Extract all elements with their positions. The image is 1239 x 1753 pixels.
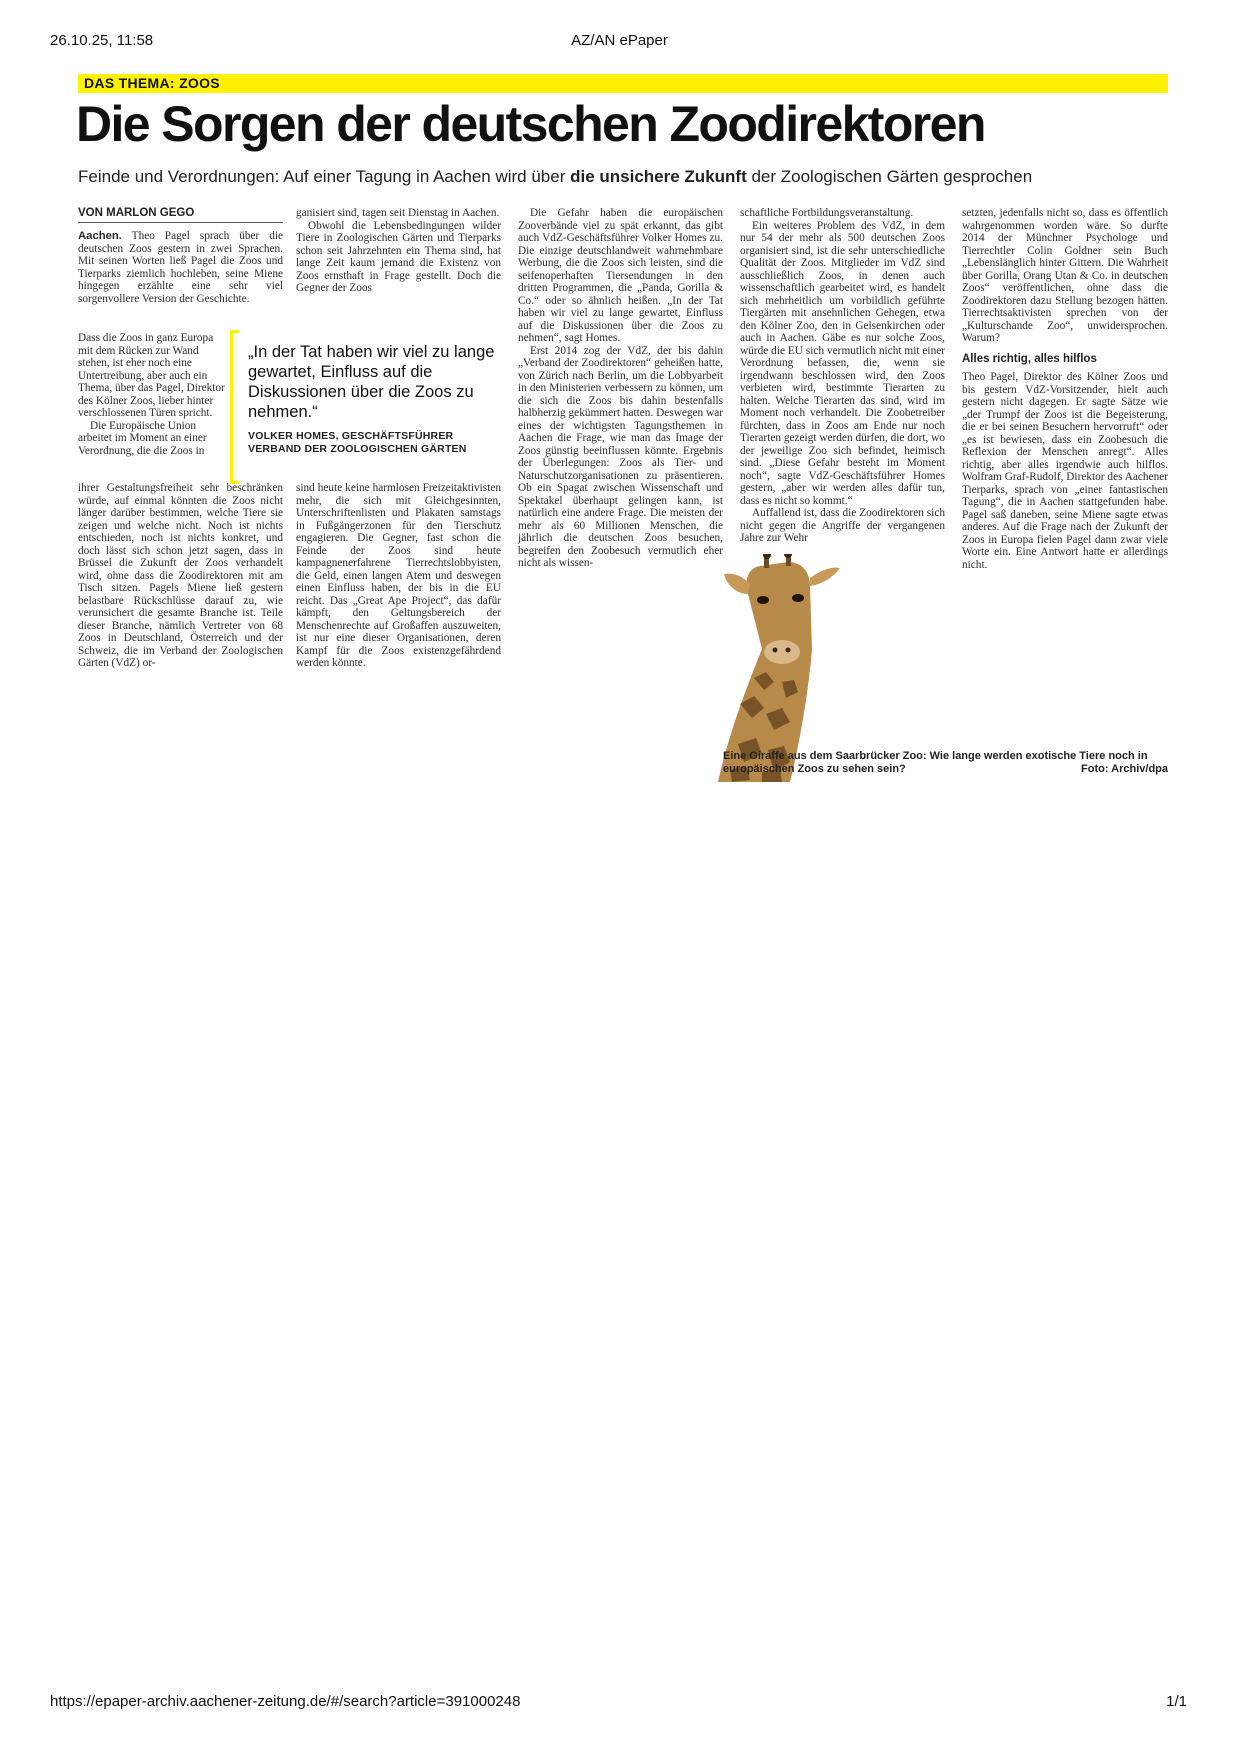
pullquote-author: VOLKER HOMES, GESCHÄFTSFÜHRER VERBAND DER ZOOLOGISCHEN GÄRTEN	[248, 430, 467, 455]
subhead-bold: die unsichere Zukunft	[570, 167, 747, 186]
paragraph: Ein weiteres Problem des VdZ, in dem nur 54 der mehr als 500 deutschen Zoos organisiert sind, ist die sehr unterschiedliche Qualität der Zoos. Mitglieder im VdZ sind ausschließlich Zoos, in denen auch wissenschaftlich gearbeitet wird, es handelt sich mehrheitlich um vorbildlich geführte Tiergärten mit ansehnlichen Gehegen, etwa den Kölner Zoo, den in Gelsenkirchen oder auch in Aachen. Gäbe es nur solche Zoos, würde die EU sich vermutlich nicht mit einer Verordnung befassen, die, wenn sie irgendwann beschlossen wird, den Zoos verbieten wird, bestimmte Tierarten zu halten. Welche Tierarten das sind, wird im Moment noch verhandelt. Die Zoobetreiber fürchten, dass in Zoos am Ende nur noch Tierarten gezeigt werden dürfen, die dort, wo der jeweilige Zoo sich befindet, heimisch sind. „Diese Gefahr besteht im Moment noch“, sagte VdZ-Geschäftsführer Homes gestern, „aber wir werden alles dafür tun, dass es nicht so kommt.“	[740, 219, 945, 507]
pullquote-bracket	[230, 330, 239, 484]
paragraph-text: Theo Pagel sprach über die deutschen Zoos gestern in zwei Sprachen. Mit seinen Worten ließ Pagel die Zoos und Tierparks ziemlich hochleben, seine Miene hingegen erzählte eine sehr viel sorgenvollere Version der Geschichte.	[78, 230, 283, 305]
column-1-narrow	[78, 332, 226, 482]
article-headline: Die Sorgen der deutschen Zoodirektoren	[76, 96, 985, 152]
print-header-date: 26.10.25, 11:58	[50, 32, 154, 49]
photo-credit: Foto: Archiv/dpa	[1081, 763, 1168, 775]
column-2-bottom	[296, 482, 501, 782]
print-footer-page: 1/1	[1166, 1693, 1187, 1710]
pullquote-text: „In der Tat haben wir viel zu lange gewartet, Einfluss auf die Diskussionen über die Zoos zu nehmen.“	[248, 343, 495, 421]
paragraph: Die Gefahr haben die europäischen Zooverbände viel zu spät erkannt, das gibt auch VdZ-Geschäftsführer Volker Homes zu. Die einzige deutschlandweit wahrnehmbare Werbung, die die Zoos sich leisten, sind die seifenoperhaften Tiersendungen in den dritten Programmen, die „Panda, Gorilla & Co.“ oder so ähnlich heißen. „In der Tat haben wir viel zu lange gewartet, Einfluss auf die Diskussionen über die Zoos zu nehmen“, sagt Homes.	[518, 207, 723, 344]
paragraph: ihrer Gestaltungsfreiheit sehr beschränken würde, auf einmal könnten die Zoos nicht länger darüber bestimmen, welche Tiere sie zeigen und welche nicht. Noch ist nichts entschieden, noch ist nichts konkret, und doch lässt sich schon jetzt sagen, dass in Brüssel die Zukunft der Zoos verhandelt wird, ohne dass die Zoodirektoren mit am Tisch sitzen. Pagels Miene ließ gestern belastbare Rückschlüsse darauf zu, wie verunsichert die gesamte Branche ist. Teile dieser Branche, nämlich Vertreter von 68 Zoos in Deutschland, Österreich und der Schweiz, die im Verband der Zoologischen Gärten (VdZ) or-	[78, 482, 283, 669]
kicker-label: DAS THEMA: ZOOS	[84, 75, 220, 91]
print-header-title: AZ/AN ePaper	[571, 32, 668, 49]
paragraph: Auffallend ist, dass die Zoodirektoren sich nicht gegen die Angriffe der vergangenen Jahre zur Wehr	[740, 507, 945, 544]
paragraph: Erst 2014 zog der VdZ, der bis dahin „Verband der Zoodirektoren“ geheißen hatte, von Zürich nach Berlin, um die Lobbyarbeit in den Ministerien verbessern zu können, um die sich die Zoos bis dahin bestenfalls halbherzig gekümmert hatten. Deswegen war eines der wichtigsten Tagungsthemen in Aachen die Frage, wie man das Image der Zoos günstig beeinflussen könnte. Ergebnis der Überlegungen: Zoos als Tier- und Naturschutzorganisationen zu präsentieren. Ob ein Spagat zwischen Wissenschaft und Spektakel überhaupt gelingen kann, ist natürlich eine andere Frage. Die meisten der mehr als 60 Millionen Menschen, die jährlich die deutschen Zoos besuchen, begreifen den Zoobesuch vermutlich eher nicht als wissen-	[518, 344, 723, 569]
paragraph: ganisiert sind, tagen seit Dienstag in Aachen.	[296, 207, 500, 219]
photo-caption: Eine Giraffe aus dem Saarbrücker Zoo: Wie lange werden exotische Tiere noch in europäischen Zoos zu sehen sein?	[723, 750, 1148, 775]
paragraph: Obwohl die Lebensbedingungen wilder Tiere in Zoologischen Gärten und Tierparks schon seit Jahrzehnten ein Thema sind, hat lange Zeit kaum jemand die Existenz von Zoos ernsthaft in Frage gestellt. Doch die Gegner der Zoos	[296, 219, 501, 294]
paragraph: schaftliche Fortbildungsveranstaltung.	[740, 207, 914, 219]
newspaper-article	[78, 74, 1168, 784]
column-1-bottom	[78, 482, 283, 782]
column-1-top	[78, 230, 283, 330]
paragraph: Theo Pagel, Direktor des Kölner Zoos und bis gestern VdZ-Vorsitzender, hielt auch gestern nicht dagegen. Er sagte Sätze wie „der Trumpf der Zoos ist die Begeisterung, die er bei seinen Besuchern hervorruft“ oder „es ist bewiesen, dass ein Zoobesuch die Reflexion der Menschen anregt“. Alles richtig, aber alles irgendwie auch hilflos. Wolfram Graf-Rudolf, Direktor des Aachener Tierparks, sprach von „einer fantastischen Tagung“, die in Aachen stattgefunden habe. Pagel saß daneben, seine Miene sagte etwas anderes. Auf die Frage nach der Zukunft der Zoos in Europa fielen Pagel dann zwar viele Worte ein. Eine Antwort hatte er allerdings nicht.	[962, 371, 1168, 571]
paragraph: setzten, jedenfalls nicht so, dass es öffentlich wahrgenommen worden wäre. So durfte 2014 der Münchner Psychologe und Tierrechtler Colin Goldner sein Buch „Lebenslänglich hinter Gittern. Die Wahrheit über Gorilla, Orang Utan & Co. in deutschen Zoos“ veröffentlichen, ohne dass die Zoodirektoren dazu Stellung bezogen hätten. Tierrechtsaktivisten sprechen von der „Kulturschande Zoo“, unwidersprochen. Warum?	[962, 207, 1168, 344]
subhead-part-1: Feinde und Verordnungen: Auf einer Tagung in Aachen wird über	[78, 167, 571, 186]
print-footer-url: https://epaper-archiv.aachener-zeitung.de/#/search?article=391000248	[50, 1693, 521, 1710]
article-subhead	[78, 167, 1168, 187]
section-subtitle: Alles richtig, alles hilflos	[962, 352, 1097, 365]
column-2-top	[296, 207, 501, 332]
kicker-bar	[78, 74, 1168, 93]
paragraph: sind heute keine harmlosen Freizeitaktivisten mehr, die sich mit Gleichgesinnten, Unterschriftenlisten und Plakaten samstags in Fußgängerzonen für den Tierschutz engagieren. Die Gegner, fast schon die Feinde der Zoos sind heute kampagnenerfahrene Tierrechtslobbyisten, die Geld, einen langen Atem und deswegen einen Einfluss haben, der bis in die EU reicht. Das „Great Ape Project“, das dafür kämpft, den Geltungsbereich der Menschenrechte auf Großaffen auszuweiten, ist nur eine dieser Organisationen, deren Kampf für die Zoos existenzgefährdend werden könnte.	[296, 482, 501, 669]
dateline: Aachen.	[78, 230, 122, 242]
paragraph: Dass die Zoos in ganz Europa mit dem Rücken zur Wand stehen, ist eher noch eine Untertreibung, aber auch ein Thema, über das Pagel, Direktor des Kölner Zoos, lieber hinter verschlossenen Türen spricht.	[78, 332, 225, 419]
column-5	[962, 207, 1168, 667]
paragraph	[78, 230, 283, 305]
giraffe-photo	[678, 554, 858, 782]
subhead-part-2: der Zoologischen Gärten gesprochen	[746, 167, 1033, 186]
byline: VON MARLON GEGO	[78, 207, 283, 223]
paragraph: Die Europäische Union arbeitet im Moment an einer Verordnung, die die Zoos in	[78, 419, 207, 457]
pullquote	[230, 330, 500, 478]
